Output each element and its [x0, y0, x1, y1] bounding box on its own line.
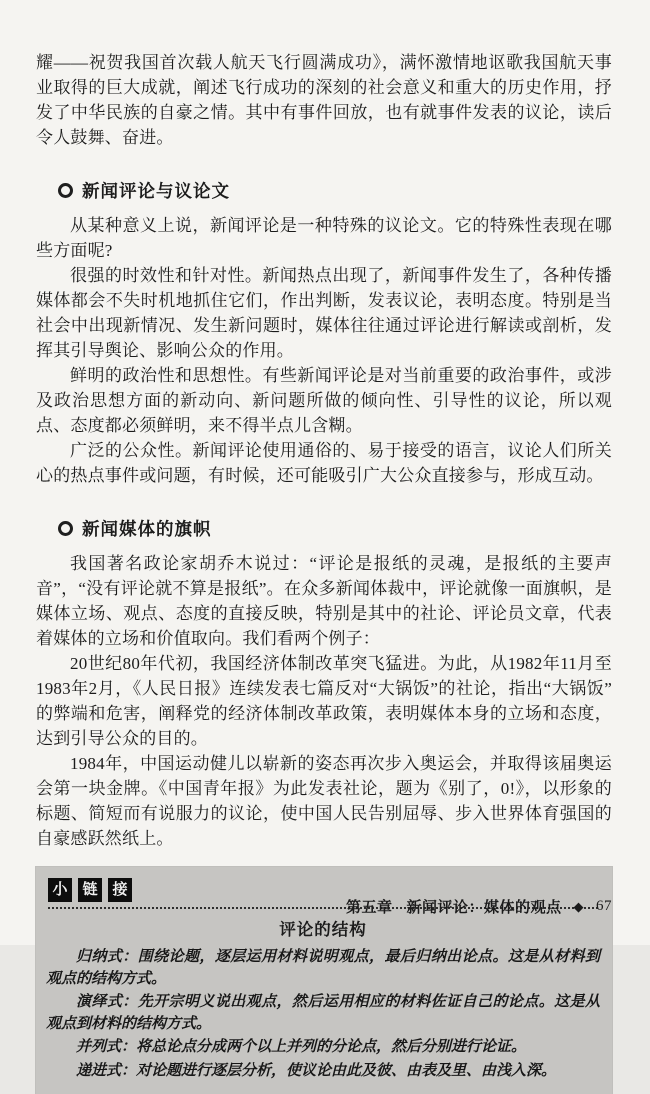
paragraph: 我国著名政论家胡乔木说过：“评论是报纸的灵魂，是报纸的主要声音”，“没有评论就不算是报纸”。在众多新闻体裁中，评论就像一面旗帜，是媒体立场、观点、态度的直接反映，特别是其中的社论、评论员文章，代表着媒体的立场和价值取向。我们看两个例子：: [36, 554, 612, 648]
paragraph: 很强的时效性和针对性。新闻热点出现了，新闻事件发生了，各种传播媒体都会不失时机地抓住它们，作出判断，发表议论，表明态度。特别是当社会中出现新情况、发生新问题时，媒体往往通过评论进行解读或剖析，发挥其引导舆论、影响公众的作用。: [36, 266, 612, 360]
intro-paragraph: 耀——祝贺我国首次载人航天飞行圆满成功》，满怀激情地讴歌我国航天事业取得的巨大成就，阐述飞行成功的深刻的社会意义和重大的历史作用，抒发了中华民族的自豪之情。其中有事件回放，也有就事件发表的议论，读后令人鼓舞、奋进。: [36, 53, 612, 147]
tag-char: 小: [48, 878, 72, 902]
chapter-label: 第五章: [345, 900, 393, 916]
structure-item: 归纳式：围绕论题，逐层运用材料说明观点，最后归纳出论点。这是从材料到观点的结构方式。: [46, 949, 600, 987]
diamond-icon: ◆: [573, 898, 584, 914]
section-title: 新闻媒体的旗帜: [82, 519, 212, 539]
ring-bullet-icon: [58, 183, 73, 198]
paragraph: 鲜明的政治性和思想性。有些新闻评论是对当前重要的政治事件，或涉及政治思想方面的新动向、新问题所做的倾向性、引导性的议论，所以观点、态度都必须鲜明，来不得半点儿含糊。: [36, 366, 612, 435]
section-heading-news-commentary-vs-essay: [58, 178, 612, 203]
paragraph: 1984年，中国运动健儿以崭新的姿态再次步入奥运会，并取得该届奥运会第一块金牌。《中国青年报》为此发表社论，题为《别了，0!》，以形象的标题、简短而有说服力的议论，使中国人民告别屈辱、步入世界体育强国的自豪感跃然纸上。: [36, 754, 612, 848]
structure-item: 并列式：将总论点分成两个以上并列的分论点，然后分别进行论证。: [76, 1039, 527, 1055]
tag-char: 接: [108, 878, 132, 902]
paragraph: 广泛的公众性。新闻评论使用通俗的、易于接受的语言，议论人们所关心的热点事件或问题，有时候，还可能吸引广大公众直接参与，形成互动。: [36, 441, 612, 485]
page-content: [36, 50, 612, 1094]
section-heading-media-banner: [58, 516, 612, 541]
chapter-title: 新闻评论：媒体的观点: [406, 900, 562, 916]
link-box-title: 评论的结构: [279, 920, 367, 939]
page-number: 67: [596, 898, 612, 914]
ring-bullet-icon: [58, 521, 73, 536]
structure-item: 演绎式：先开宗明义说出观点，然后运用相应的材料佐证自己的论点。这是从观点到材料的结构方式。: [46, 994, 600, 1032]
tag-char: 链: [78, 878, 102, 902]
section-title: 新闻评论与议论文: [82, 181, 230, 201]
paragraph: 20世纪80年代初，我国经济体制改革突飞猛进。为此，从1982年11月至1983年2月，《人民日报》连续发表七篇反对“大锅饭”的社论，指出“大锅饭”的弊端和危害，阐释党的经济体制改革政策，表明媒体本身的立场和态度，达到引导公众的目的。: [36, 654, 612, 748]
structure-item: 递进式：对论题进行逐层分析，使议论由此及彼、由表及里、由浅入深。: [76, 1062, 557, 1079]
paragraph: 从某种意义上说，新闻评论是一种特殊的议论文。它的特殊性表现在哪些方面呢?: [36, 216, 612, 260]
page-footer: [346, 896, 612, 917]
